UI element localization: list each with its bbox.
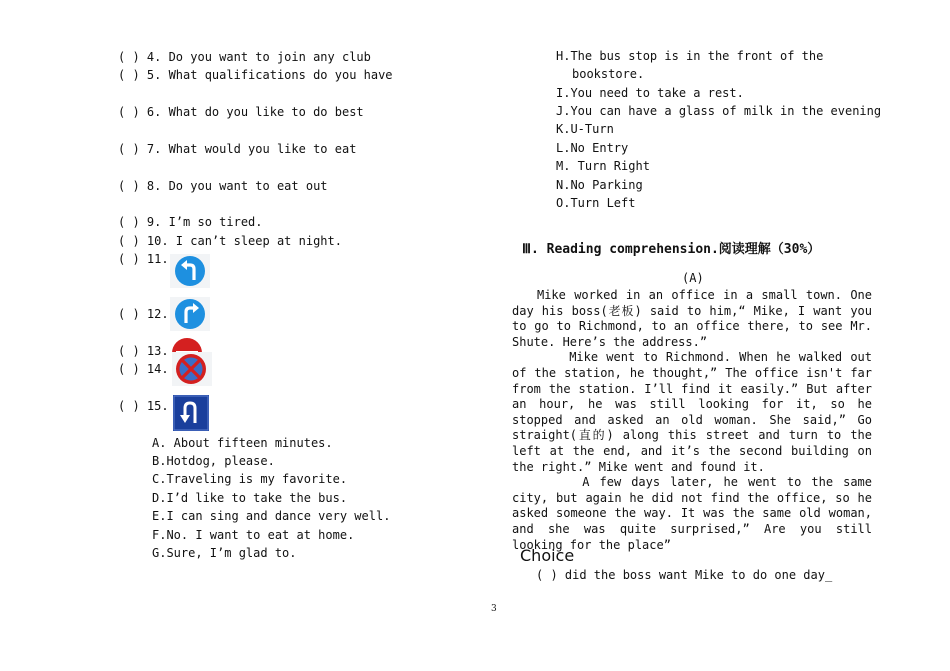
question-13: ( ) 13. — [118, 344, 169, 358]
answer-n: N.No Parking — [556, 178, 643, 192]
answer-b: B.Hotdog, please. — [152, 454, 275, 468]
answer-o: O.Turn Left — [556, 196, 636, 210]
answer-j: J.You can have a glass of milk in the evening — [556, 104, 882, 118]
passage-paragraph-3: A few days later, he went to the same city, but again he did not find the office, so he asked someone the way. It was the same old woman, and she was quite surprised,” Are you still looking for the place” — [512, 475, 880, 552]
choice-title: Choice — [520, 546, 575, 565]
question-9: ( ) 9. I’m so tired. — [118, 215, 263, 229]
u-turn-sign-icon — [173, 395, 209, 429]
answer-g: G.Sure, I’m glad to. — [152, 546, 297, 560]
no-parking-sign-icon — [172, 352, 208, 386]
page-number: 3 — [491, 604, 497, 614]
passage-paragraph-2: Mike went to Richmond. When he walked out of the station, he thought,” The office isn't far from the station. I’ll find it easily.” But after an hour, he was still looking for it, so he stopped and asked an old woman. She said,” Go straight(直的) along this street and turn to the left at the end, and it’s the second building on the right.” Mike went and found it. — [512, 350, 880, 474]
passage-label: (A) — [682, 271, 704, 285]
question-5: ( ) 5. What qualifications do you have — [118, 68, 393, 82]
question-8: ( ) 8. Do you want to eat out — [118, 179, 328, 193]
answer-i: I.You need to take a rest. — [556, 86, 744, 100]
turn-right-sign-icon — [170, 297, 206, 331]
answer-k: K.U-Turn — [556, 122, 614, 136]
answer-m: M. Turn Right — [556, 159, 650, 173]
reading-passage — [512, 288, 880, 553]
answer-d: D.I’d like to take the bus. — [152, 491, 348, 505]
question-12: ( ) 12. — [118, 307, 169, 321]
passage-paragraph-1: Mike worked in an office in a small town. One day his boss(老板) said to him,“ Mike, I want you to go to Richmond, to an office there, to see Mr. Shute. Here’s the address.” — [512, 288, 880, 349]
question-15: ( ) 15. — [118, 399, 169, 413]
answer-e: E.I can sing and dance very well. — [152, 509, 391, 523]
answer-f: F.No. I want to eat at home. — [152, 528, 355, 542]
answer-h-continued: bookstore. — [572, 67, 645, 81]
answer-c: C.Traveling is my favorite. — [152, 472, 348, 486]
question-4: ( ) 4. Do you want to join any club — [118, 50, 371, 64]
answer-h: H.The bus stop is in the front of the — [556, 49, 824, 63]
answer-a: A. About fifteen minutes. — [152, 436, 333, 450]
question-7: ( ) 7. What would you like to eat — [118, 142, 357, 156]
turn-left-sign-icon — [170, 254, 206, 288]
choice-question: ( ) did the boss want Mike to do one day_ — [536, 568, 833, 582]
answer-l: L.No Entry — [556, 141, 629, 155]
question-11: ( ) 11. — [118, 252, 169, 266]
section-title: Ⅲ. Reading comprehension.阅读理解（30%） — [522, 242, 821, 257]
question-14: ( ) 14. — [118, 362, 169, 376]
question-6: ( ) 6. What do you like to do best — [118, 105, 364, 119]
question-10: ( ) 10. I can’t sleep at night. — [118, 234, 342, 248]
